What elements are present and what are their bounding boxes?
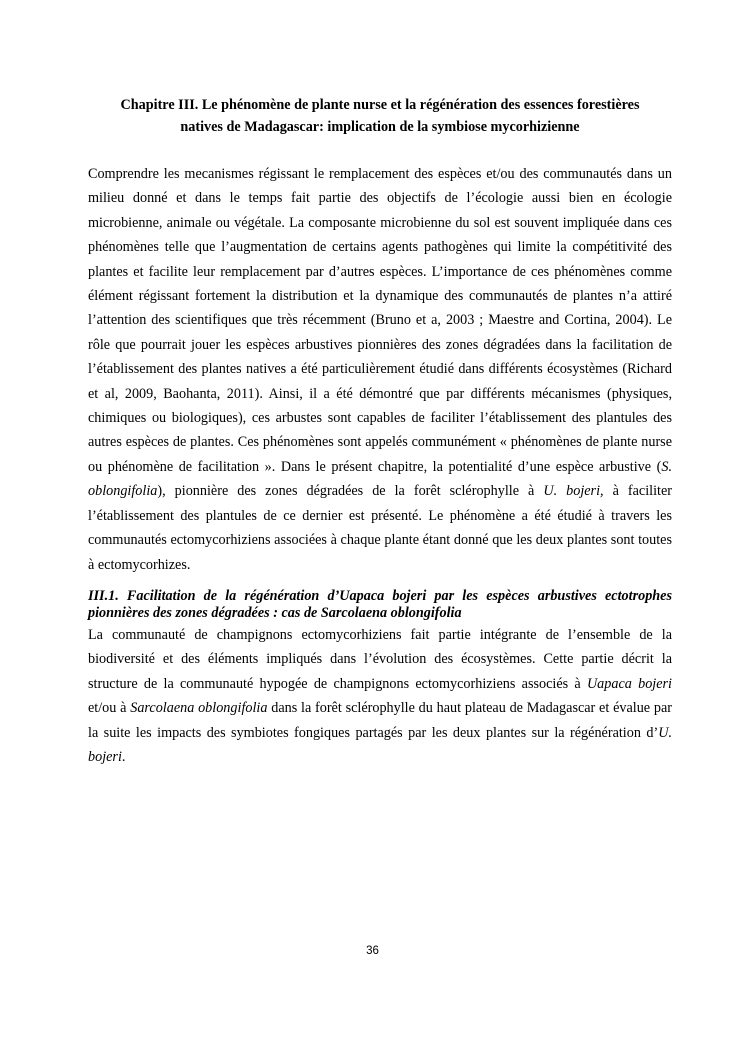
chapter-title	[88, 94, 672, 138]
species-name-uapaca-bojeri: Uapaca bojeri	[586, 675, 672, 692]
section-heading: III.1. Facilitation de la régénération d’Uapaca bojeri par les espèces arbustives ectotrophes pionnières des zones dégradées : cas de Sarcolaena oblongifolia	[88, 587, 672, 622]
section-text-4: .	[121, 748, 126, 765]
species-name-sarcolaena-oblongifolia: Sarcolaena oblongifolia	[130, 700, 268, 717]
chapter-title-line-2: natives de Madagascar: implication de la symbiose mycorhizienne	[180, 119, 580, 135]
intro-paragraph	[88, 162, 672, 577]
section-paragraph	[88, 623, 672, 769]
section-text-2: et/ou à	[88, 700, 131, 717]
document-page	[88, 94, 672, 769]
section-text-1: La communauté de champignons ectomycorhiziens fait partie intégrante de l’ensemble de la biodiversité et des éléments impliqués dans l’évolution des écosystèmes. Cette partie décrit la structure de la communauté hypogée de champignons ectomycorhiziens associés à	[88, 626, 672, 692]
section-text-3: dans la forêt sclérophylle du haut plateau de Madagascar et évalue par la suite les impacts des symbiotes fongiques partagés par les deux plantes sur la régénération d’	[88, 700, 672, 741]
species-name-u-bojeri: U. bojeri,	[543, 483, 604, 500]
page-number: 36	[366, 945, 379, 957]
species-name-s-oblongifolia: S. oblongifolia	[88, 458, 672, 500]
intro-text-2: ), pionnière des zones dégradées de la forêt sclérophylle à	[157, 483, 544, 500]
species-name-u-bojeri-short: U. bojeri	[88, 724, 672, 765]
intro-text-1: Comprendre les mecanismes régissant le remplacement des espèces et/ou des communautés dans un milieu donné et dans le temps fait partie des objectifs de l’écologie aussi bien en écologie microbienne, animale ou végétale. La composante microbienne du sol est souvent impliquée dans ces phénomènes telle que l’augmentation de certains agents pathogènes qui limite la compétitivité des plantes et facilite leur remplacement par d’autres espèces. L’importance de ces phénomènes comme élément régissant fortement la distribution et la dynamique des communautés de plantes n’a attiré l’attention des scientifiques que très récemment (Bruno et a, 2003 ; Maestre and Cortina, 2004). Le rôle que pourrait jouer les espèces arbustives pionnières des zones dégradées dans la facilitation de l’établissement des plantes natives a été particulièrement étudié dans différents écosystèmes (Richard et al, 2009, Baohanta, 2011). Ainsi, il a été démontré que par différents mécanismes (physiques, chimiques ou biologiques), ces arbustes sont capables de faciliter l’établissement des plantules des autres espèces de plantes. Ces phénomènes sont appelés communément « phénomènes de plante nurse ou phénomène de facilitation ». Dans le présent chapitre, la potentialité d’une espèce arbustive (	[88, 166, 672, 475]
intro-text-3: à faciliter l’établissement des plantules de ce dernier est présenté. Le phénomène a été étudié à travers les communautés ectomycorhiziens associées à chaque plante étant donné que les deux plantes sont toutes à ectomycorhizes.	[88, 483, 673, 573]
chapter-title-line-1: Chapitre III. Le phénomène de plante nurse et la régénération des essences forestières	[120, 97, 640, 113]
